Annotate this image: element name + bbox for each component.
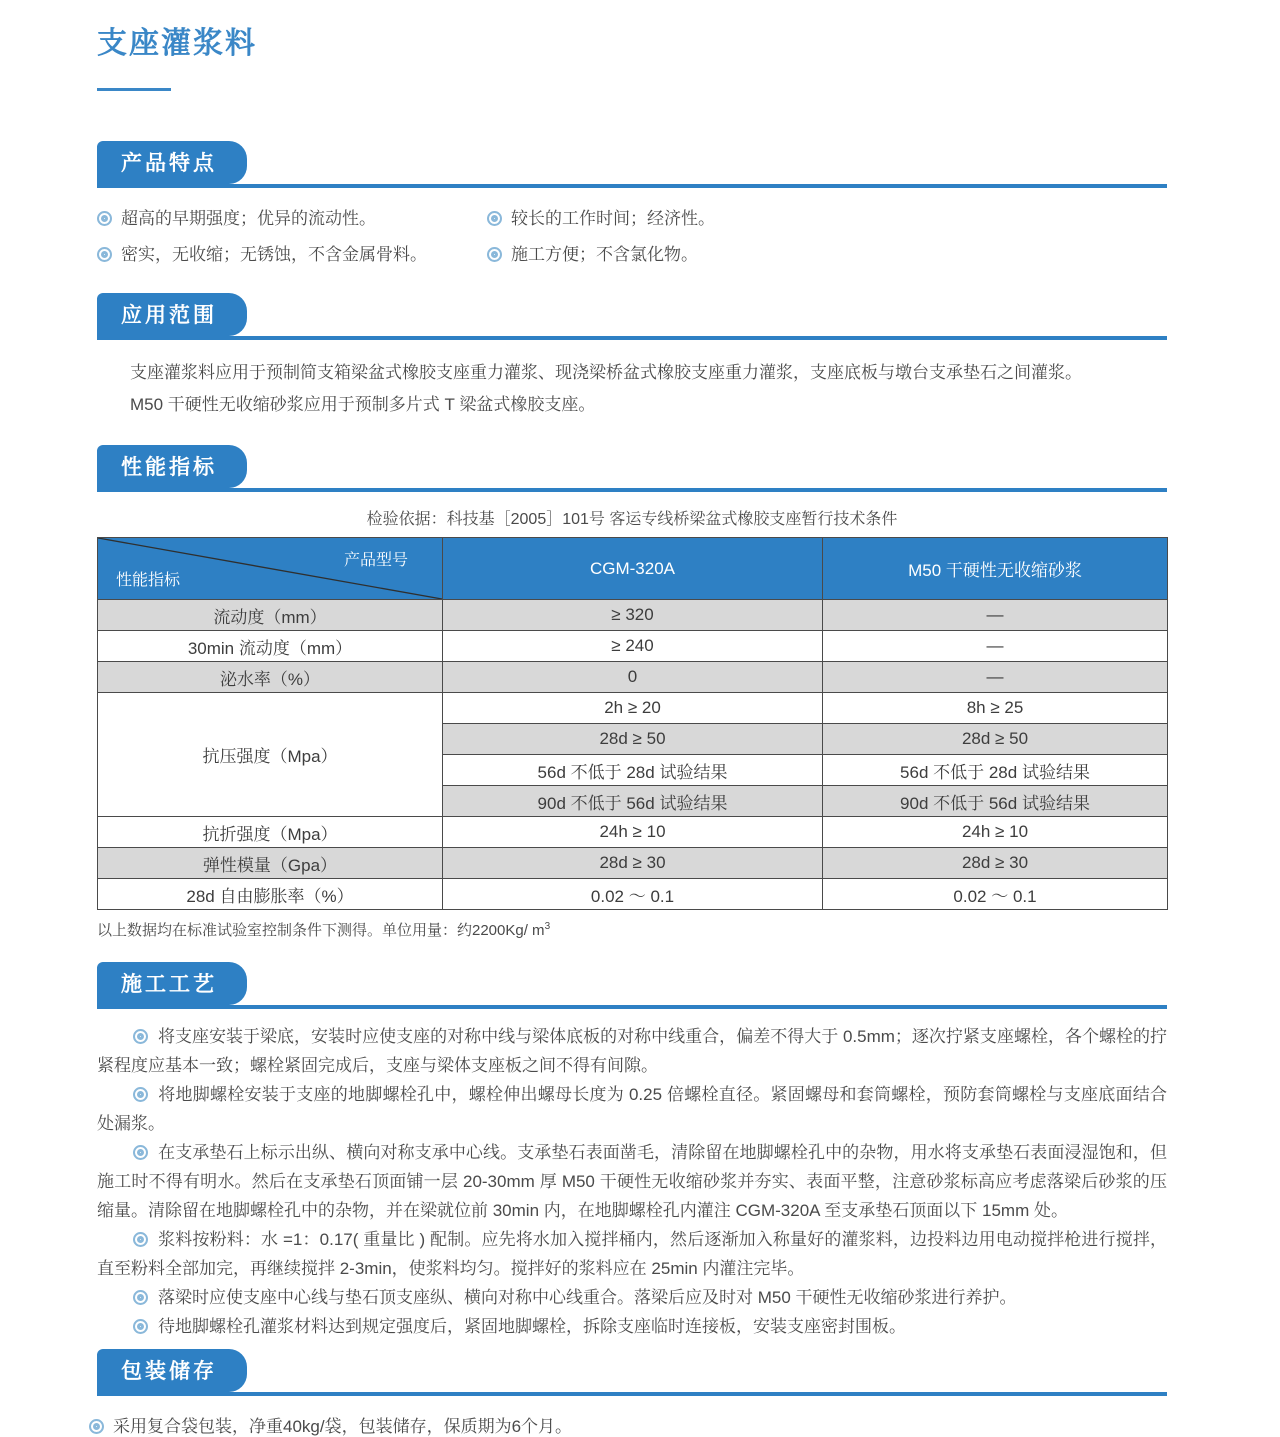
bullseye-bullet-icon [487, 211, 502, 226]
table-row [98, 662, 1168, 693]
row-label: 泌水率（%） [98, 662, 443, 693]
row-label: 30min 流动度（mm） [98, 631, 443, 662]
performance-table [97, 537, 1168, 910]
corner-label-performance-index: 性能指标 [116, 572, 181, 589]
table-row [98, 693, 1168, 724]
table-row [98, 600, 1168, 631]
row-label: 流动度（mm） [98, 600, 443, 631]
process-step-text: 将支座安装于梁底，安装时应使支座的对称中线与梁体底板的对称中线重合，偏差不得大于 0.5mm；逐次拧紧支座螺栓，各个螺栓的拧紧程度应基本一致；螺栓紧固完成后，支座与梁体支座板之间不得有间隙。 [97, 1027, 1167, 1075]
cell-value: 56d 不低于 28d 试验结果 [823, 755, 1168, 786]
list-item [97, 1312, 1167, 1341]
packaging-text: 采用复合袋包装，净重40kg/袋，包装储存，保质期为6个月。 [113, 1417, 573, 1436]
list-item [97, 1138, 1167, 1225]
cell-value: — [823, 600, 1168, 631]
cell-value: 0.02 ～ 0.1 [443, 879, 823, 910]
row-label: 弹性模量（Gpa） [98, 848, 443, 879]
row-label-merged: 抗压强度（Mpa） [98, 693, 443, 817]
cell-value: 90d 不低于 56d 试验结果 [443, 786, 823, 817]
application-text [97, 357, 1167, 421]
table-footnote [97, 919, 1167, 940]
process-step-text: 在支承垫石上标示出纵、横向对称支承中心线。支承垫石表面凿毛，清除留在地脚螺栓孔中的杂物，用水将支承垫石表面浸湿饱和，但施工时不得有明水。然后在支承垫石顶面铺一层 20-30mm 厚 M50 干硬性无收缩砂浆并夯实、表面平整，注意砂浆标高应考虑落梁后砂浆的压缩量。清除留在地脚螺栓孔中的杂物，并在梁就位前 30min 内，在地脚螺栓孔内灌注 CGM-320A 至支承垫石顶面以下 15mm 处。 [97, 1143, 1167, 1220]
process-step-text: 将地脚螺栓安装于支座的地脚螺栓孔中，螺栓伸出螺母长度为 0.25 倍螺栓直径。紧固螺母和套筒螺栓，预防套筒螺栓与支座底面结合处漏浆。 [97, 1085, 1167, 1133]
performance-tab: 性能指标 [97, 445, 247, 488]
list-item [89, 1412, 1167, 1437]
list-item [487, 204, 1167, 229]
process-list [97, 1022, 1167, 1341]
process-step-text: 落梁时应使支座中心线与垫石顶支座纵、横向对称中心线重合。落梁后应及时对 M50 干硬性无收缩砂浆进行养护。 [158, 1288, 1017, 1307]
process-step-text: 浆料按粉料：水 =1：0.17( 重量比 ) 配制。应先将水加入搅拌桶内，然后逐渐加入称量好的灌浆料，边投料边用电动搅拌枪进行搅拌，直至粉料全部加完，再继续搅拌 2-3min，使浆料均匀。搅拌好的浆料应在 25min 内灌注完毕。 [97, 1230, 1167, 1278]
cell-value: 28d ≥ 30 [823, 848, 1168, 879]
cell-value: ≥ 240 [443, 631, 823, 662]
packaging-rule [97, 1392, 1167, 1396]
bullseye-bullet-icon [133, 1145, 148, 1160]
inspection-basis: 检验依据：科技基［2005］101号 客运专线桥梁盆式橡胶支座暂行技术条件 [366, 511, 898, 528]
list-item [97, 204, 487, 229]
table-row [98, 631, 1168, 662]
page-title: 支座灌浆料 [97, 27, 257, 60]
column-header: M50 干硬性无收缩砂浆 [823, 538, 1168, 600]
list-item [97, 1225, 1167, 1283]
cell-value: 28d ≥ 30 [443, 848, 823, 879]
cell-value: — [823, 631, 1168, 662]
cell-value: — [823, 662, 1168, 693]
row-label: 28d 自由膨胀率（%） [98, 879, 443, 910]
cell-value: 90d 不低于 56d 试验结果 [823, 786, 1168, 817]
bullseye-bullet-icon [89, 1419, 104, 1434]
row-label: 抗折强度（Mpa） [98, 817, 443, 848]
list-item [97, 1080, 1167, 1138]
corner-label-product-model: 产品型号 [343, 552, 408, 569]
section-features-header [97, 141, 1167, 188]
bullseye-bullet-icon [487, 247, 502, 262]
cell-value: 28d ≥ 50 [443, 724, 823, 755]
section-packaging-header [97, 1349, 1167, 1396]
cell-value: ≥ 320 [443, 600, 823, 631]
column-header: CGM-320A [443, 538, 823, 600]
bullseye-bullet-icon [97, 247, 112, 262]
features-list [97, 204, 1167, 265]
table-header-row [98, 538, 1168, 600]
cell-value: 24h ≥ 10 [443, 817, 823, 848]
section-application-header [97, 293, 1167, 340]
table-row [98, 879, 1168, 910]
list-item [97, 1283, 1167, 1312]
cell-value: 8h ≥ 25 [823, 693, 1168, 724]
footnote-text: 以上数据均在标准试验室控制条件下测得。单位用量：约2200Kg/ m [97, 922, 545, 939]
cell-value: 56d 不低于 28d 试验结果 [443, 755, 823, 786]
bullseye-bullet-icon [133, 1029, 148, 1044]
process-rule [97, 1005, 1167, 1009]
list-item [97, 1022, 1167, 1080]
bullseye-bullet-icon [133, 1319, 148, 1334]
performance-rule [97, 488, 1167, 492]
title-underline [97, 88, 171, 91]
bullseye-bullet-icon [133, 1087, 148, 1102]
feature-text: 较长的工作时间；经济性。 [511, 209, 715, 228]
process-step-text: 待地脚螺栓孔灌浆材料达到规定强度后，紧固地脚螺栓，拆除支座临时连接板，安装支座密封围板。 [158, 1317, 906, 1336]
cell-value: 0 [443, 662, 823, 693]
process-tab: 施工工艺 [97, 962, 247, 1005]
application-tab: 应用范围 [97, 293, 247, 336]
application-line: M50 干硬性无收缩砂浆应用于预制多片式 T 梁盆式橡胶支座。 [130, 395, 596, 414]
section-process-header [97, 962, 1167, 1009]
packaging-tab: 包装储存 [97, 1349, 247, 1392]
list-item [487, 240, 1167, 265]
application-rule [97, 336, 1167, 340]
application-line: 支座灌浆料应用于预制简支箱梁盆式橡胶支座重力灌浆、现浇梁桥盆式橡胶支座重力灌浆，支座底板与墩台支承垫石之间灌浆。 [130, 363, 1082, 382]
bullseye-bullet-icon [133, 1290, 148, 1305]
feature-text: 密实，无收缩；无锈蚀，不含金属骨料。 [121, 245, 427, 264]
feature-text: 超高的早期强度；优异的流动性。 [121, 209, 376, 228]
bullseye-bullet-icon [133, 1232, 148, 1247]
cell-value: 2h ≥ 20 [443, 693, 823, 724]
features-tab: 产品特点 [97, 141, 247, 184]
cell-value: 28d ≥ 50 [823, 724, 1168, 755]
corner-header-cell [98, 538, 443, 600]
feature-text: 施工方便；不含氯化物。 [511, 245, 698, 264]
cell-value: 0.02 ～ 0.1 [823, 879, 1168, 910]
list-item [97, 240, 487, 265]
footnote-superscript: 3 [544, 921, 551, 932]
bullseye-bullet-icon [97, 211, 112, 226]
table-row [98, 817, 1168, 848]
section-performance-header [97, 445, 1167, 492]
features-rule [97, 184, 1167, 188]
table-row [98, 848, 1168, 879]
cell-value: 24h ≥ 10 [823, 817, 1168, 848]
